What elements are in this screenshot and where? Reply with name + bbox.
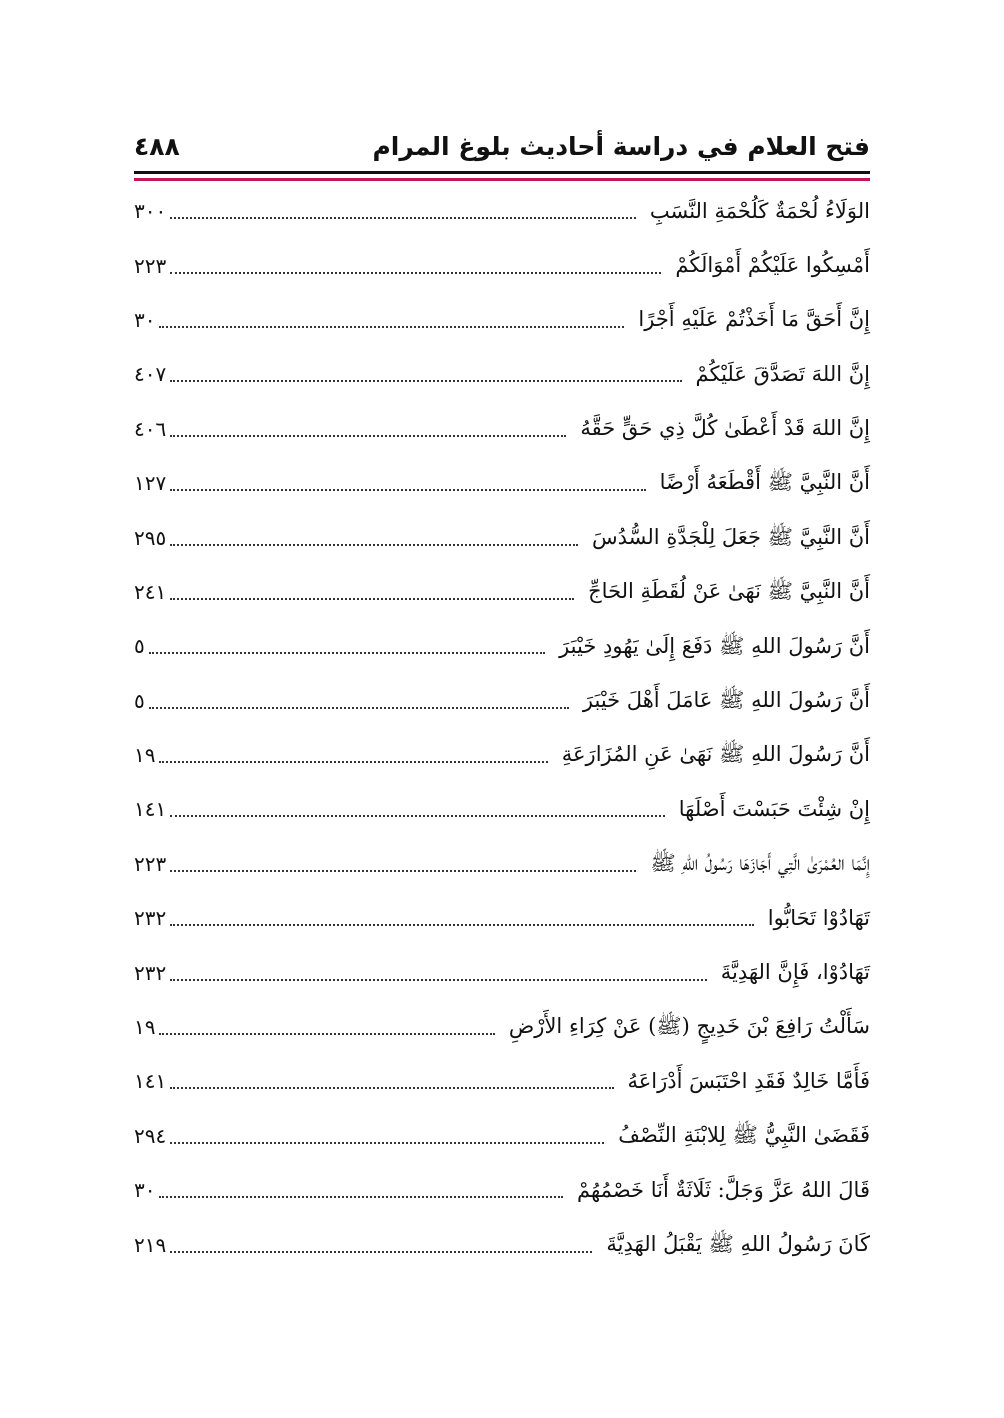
entry-page-number: ١٤١ — [134, 797, 167, 822]
dot-leader — [170, 380, 681, 382]
hadith-text: أَنَّ رَسُولَ اللهِ ﷺ نَهَىٰ عَنِ المُزَارَعَةِ — [561, 742, 870, 767]
index-entry — [134, 782, 870, 836]
index-entry — [134, 184, 870, 238]
index-entry — [134, 837, 870, 891]
book-title: فتح العلام في دراسة أحاديث بلوغ المرام — [372, 132, 870, 161]
dot-leader — [170, 979, 706, 981]
hadith-text: فَقَضَىٰ النَّبِيُّ ﷺ لِلابْنَةِ النِّصْفُ — [618, 1123, 870, 1148]
hadith-text: إِنَّ اللهَ قَدْ أَعْطَىٰ كُلَّ ذِي حَقٍّ حَقَّهُ — [580, 416, 870, 441]
entry-page-number: ١٢٧ — [134, 471, 167, 496]
entry-page-number: ٤٠٧ — [134, 362, 167, 387]
dot-leader — [170, 544, 578, 546]
dot-leader — [159, 326, 624, 328]
hadith-text: أَنَّ رَسُولَ اللهِ ﷺ عَامَلَ أَهْلَ خَيْبَرَ — [582, 688, 870, 713]
hadith-text: الوَلَاءُ لُحْمَةٌ كَلُحْمَةِ النَّسَبِ — [649, 198, 870, 223]
index-entry — [134, 347, 870, 401]
hadith-text: إِنَّمَا العُمْرَىٰ الَّتِي أَجَازَهَا رَسُولُ اللهِ ﷺ — [650, 851, 870, 876]
index-entry — [134, 674, 870, 728]
entry-page-number: ٢٢٣ — [134, 851, 167, 876]
index-entry — [134, 728, 870, 782]
header-rule-accent — [134, 178, 870, 181]
dot-leader — [170, 870, 636, 872]
hadith-text: أَنَّ النَّبِيَّ ﷺ جَعَلَ لِلْجَدَّةِ السُّدُسَ — [592, 524, 870, 549]
entry-page-number: ٥ — [134, 634, 145, 659]
page-number: ٤٨٨ — [134, 132, 180, 161]
hadith-text: سَأَلْتُ رَافِعَ بْنَ خَدِيجٍ (ﷺ) عَنْ كِرَاءِ الأَرْضِ — [508, 1014, 870, 1039]
dot-leader — [170, 217, 636, 219]
dot-leader — [170, 272, 661, 274]
entry-page-number: ٢٣٢ — [134, 906, 167, 931]
entry-page-number: ١٩ — [134, 1015, 156, 1040]
index-entry — [134, 1163, 870, 1217]
dot-leader — [170, 1142, 604, 1144]
index-entry — [134, 945, 870, 999]
hadith-text: أَنَّ رَسُولَ اللهِ ﷺ دَفَعَ إِلَىٰ يَهُودِ خَيْبَرَ — [559, 633, 870, 658]
hadith-text: تَهَادُوْا، فَإِنَّ الهَدِيَّةَ — [720, 959, 870, 984]
entry-page-number: ١٩ — [134, 743, 156, 768]
entry-page-number: ٣٠ — [134, 307, 156, 332]
dot-leader — [159, 1033, 494, 1035]
hadith-text: تَهَادُوْا تَحَابُّوا — [767, 905, 870, 930]
entry-page-number: ٢٣٢ — [134, 960, 167, 985]
hadith-text: أَمْسِكُوا عَلَيْكُمْ أَمْوَالَكُمْ — [675, 252, 870, 277]
index-entry — [134, 891, 870, 945]
dot-leader — [170, 815, 665, 817]
dot-leader — [170, 1087, 613, 1089]
index-entry — [134, 456, 870, 510]
index-entry — [134, 510, 870, 564]
header-rule-dark — [134, 171, 870, 174]
hadith-text: قَالَ اللهُ عَزَّ وَجَلَّ: ثَلَاثَةٌ أَنَا خَصْمُهُمْ — [577, 1177, 870, 1202]
dot-leader — [170, 435, 566, 437]
index-entry — [134, 402, 870, 456]
dot-leader — [159, 1196, 563, 1198]
hadith-text: إِنْ شِئْتَ حَبَسْتَ أَصْلَهَا — [678, 796, 870, 821]
index-entry — [134, 1217, 870, 1271]
index-entry — [134, 565, 870, 619]
entry-page-number: ٥ — [134, 688, 145, 713]
index-entry — [134, 1054, 870, 1108]
dot-leader — [170, 924, 754, 926]
dot-leader — [170, 598, 574, 600]
index-entry — [134, 1109, 870, 1163]
entry-page-number: ١٤١ — [134, 1069, 167, 1094]
entry-page-number: ٢٤١ — [134, 579, 167, 604]
hadith-text: إِنَّ أَحَقَّ مَا أَخَذْتُمْ عَلَيْهِ أَجْرًا — [638, 307, 870, 332]
entry-page-number: ٤٠٦ — [134, 416, 167, 441]
entry-page-number: ٢١٩ — [134, 1232, 167, 1257]
entry-page-number: ٢٩٤ — [134, 1123, 167, 1148]
dot-leader — [159, 761, 547, 763]
entry-page-number: ٢٢٣ — [134, 253, 167, 278]
hadith-text: أَنَّ النَّبِيَّ ﷺ أَقْطَعَهُ أَرْضًا — [659, 470, 870, 495]
dot-leader — [149, 707, 569, 709]
dot-leader — [149, 652, 545, 654]
entry-page-number: ٢٩٥ — [134, 525, 167, 550]
dot-leader — [170, 1251, 592, 1253]
hadith-text: كَانَ رَسُولُ اللهِ ﷺ يَقْبَلُ الهَدِيَّةَ — [606, 1231, 870, 1256]
entry-page-number: ٣٠ — [134, 1178, 156, 1203]
index-entry — [134, 293, 870, 347]
index-entry — [134, 238, 870, 292]
running-header — [134, 128, 870, 168]
entry-page-number: ٣٠٠ — [134, 199, 167, 224]
hadith-text: فَأَمَّا خَالِدٌ فَقَدِ احْتَبَسَ أَدْرَاعَهُ — [627, 1068, 870, 1093]
index-list — [134, 184, 870, 1272]
index-entry — [134, 619, 870, 673]
dot-leader — [170, 489, 645, 491]
hadith-text: إِنَّ اللهَ تَصَدَّقَ عَلَيْكُمْ — [695, 361, 870, 386]
index-entry — [134, 1000, 870, 1054]
hadith-text: أَنَّ النَّبِيَّ ﷺ نَهَىٰ عَنْ لُقَطَةِ الحَاجِّ — [588, 579, 870, 604]
